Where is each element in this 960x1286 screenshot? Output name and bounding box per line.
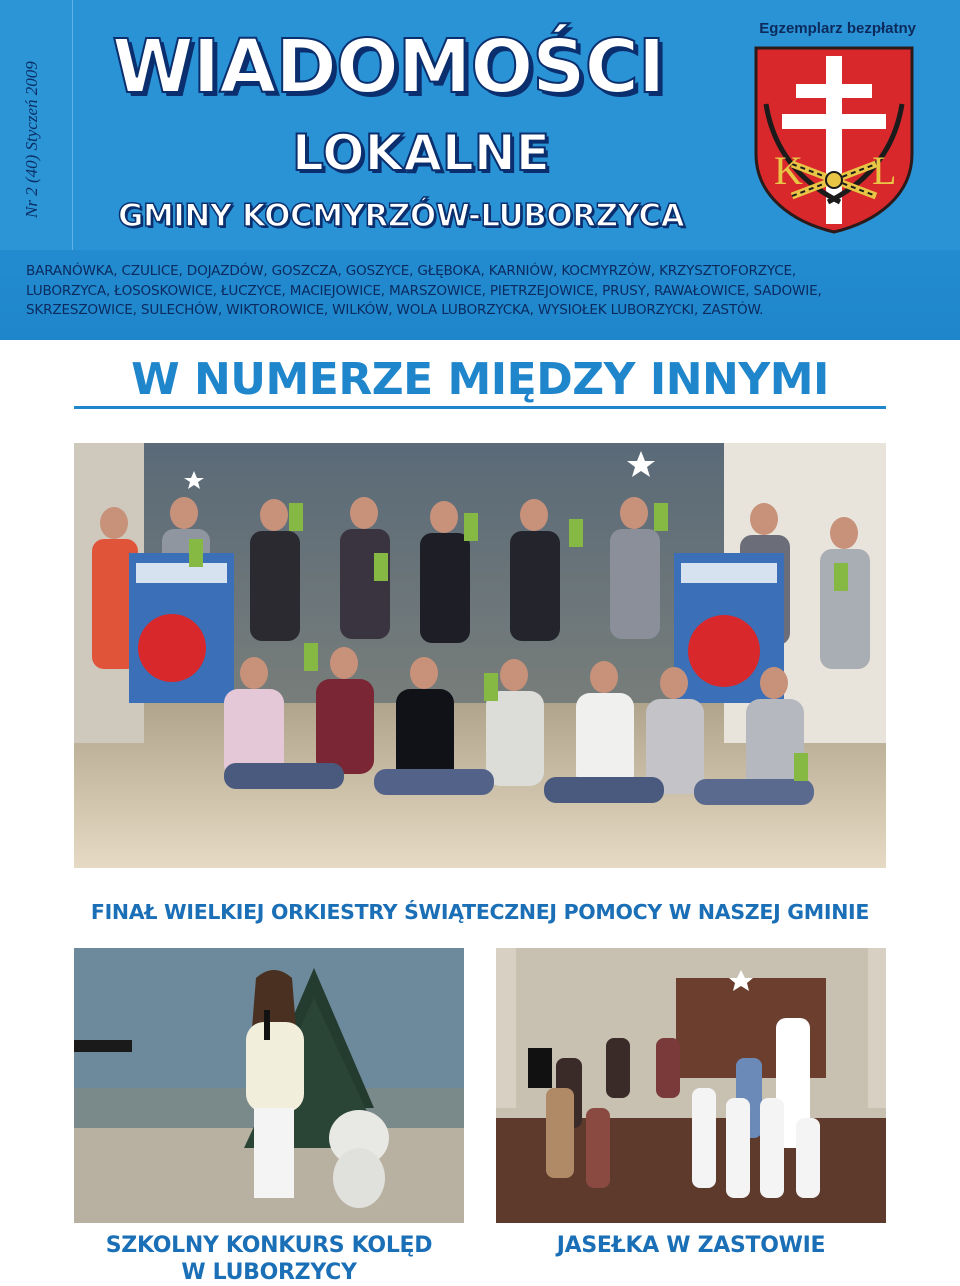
main-article-caption: FINAŁ WIELKIEJ ORKIESTRY ŚWIĄTECZNEJ POMOCY W NASZEJ GMINIE xyxy=(90,900,870,924)
spine xyxy=(0,0,73,250)
villages-line: LUBORZYCA, ŁOSOSKOWICE, ŁUCZYCE, MACIEJOWICE, MARSZOWICE, PIETRZEJOWICE, PRUSY, RAWAŁOWICE, SADOWIE, xyxy=(26,282,822,299)
coat-of-arms-icon xyxy=(752,44,916,234)
headline-underline xyxy=(74,406,886,409)
villages-list xyxy=(26,262,946,321)
coat-letter-l: L xyxy=(872,148,897,193)
carol-caption-line: W LUBORZYCY xyxy=(181,1260,357,1285)
carol-contest-photo xyxy=(74,948,464,1223)
coat-letter-k: K xyxy=(774,148,803,193)
issue-label: Nr 2 (40) Styczeń 2009 xyxy=(22,61,41,218)
masthead xyxy=(0,0,960,340)
free-copy-label: Egzemplarz bezpłatny xyxy=(759,20,916,37)
nativity-play-caption: JASEŁKA W ZASTOWIE xyxy=(556,1233,826,1258)
nativity-play-photo xyxy=(496,948,886,1223)
wosp-group-photo xyxy=(74,443,886,868)
carol-contest-caption xyxy=(74,1232,464,1286)
issue-headline: W NUMERZE MIĘDZY INNYMI xyxy=(131,354,829,405)
villages-line: BARANÓWKA, CZULICE, DOJAZDÓW, GOSZCZA, GOSZYCE, GŁĘBOKA, KARNIÓW, KOCMYRZÓW, KRZYSZTOFORZYCE, xyxy=(26,263,797,279)
gmina-title: GMINY KOCMYRZÓW-LUBORZYCA xyxy=(118,198,685,234)
newspaper-subtitle: LOKALNE xyxy=(292,124,550,182)
carol-caption-line: SZKOLNY KONKURS KOLĘD xyxy=(105,1233,433,1258)
newspaper-title: WIADOMOŚCI xyxy=(112,24,665,110)
villages-line: SKRZESZOWICE, SULECHÓW, WIKTOROWICE, WILKÓW, WOLA LUBORZYCKA, WYSIOŁEK LUBORZYCKI, ZASTÓW. xyxy=(26,302,764,318)
